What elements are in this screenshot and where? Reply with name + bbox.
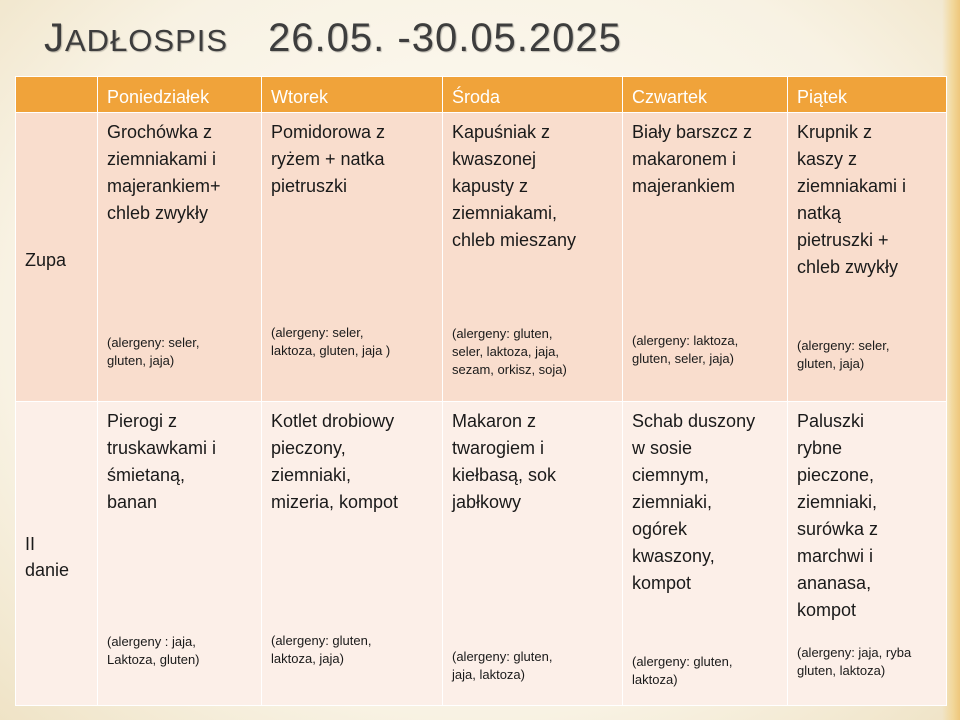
dish-text: Schab duszony w sosie ciemnym, ziemniaki, ogórek kwaszony, kompot — [632, 411, 756, 594]
row-label-text: II danie — [25, 533, 70, 580]
row-label-main-course — [16, 402, 98, 706]
dish-text: Pierogi z truskawkami i śmietaną, banan — [107, 411, 217, 513]
allergens-text: (alergeny: gluten, jaja, laktoza) — [452, 649, 553, 683]
dish-text: Kotlet drobiowy pieczony, ziemniaki, mizeria, kompot — [271, 411, 399, 513]
title-date-range: 26.05. -30.05.2025 — [268, 16, 622, 60]
allergens-text: (alergeny: gluten, seler, laktoza, jaja, sezam, orkisz, soja) — [452, 326, 567, 377]
table-row-soup — [16, 113, 947, 402]
page-title — [44, 10, 622, 66]
dish-text: Paluszki rybne pieczone, ziemniaki, surówka z marchwi i ananasa, kompot — [797, 411, 879, 621]
dish-text: Biały barszcz z makaronem i majerankiem — [632, 122, 753, 196]
dish-text: Grochówka z ziemniakami i majerankiem+ chleb zwykły — [107, 122, 221, 223]
row-label-soup — [16, 113, 98, 402]
table-row-main-course — [16, 402, 947, 706]
dish-text: Kapuśniak z kwaszonej kapusty z ziemniakami, chleb mieszany — [452, 122, 577, 250]
cell-main-thursday — [623, 402, 788, 706]
header-day-monday: Poniedziałek — [98, 77, 262, 113]
allergens-text: (alergeny: seler, gluten, jaja) — [107, 335, 200, 368]
cell-soup-thursday — [623, 113, 788, 402]
cell-main-wednesday — [443, 402, 623, 706]
header-day-friday: Piątek — [788, 77, 947, 113]
allergens-text: (alergeny: laktoza, gluten, seler, jaja) — [632, 333, 739, 366]
header-row — [16, 77, 947, 113]
cell-soup-friday — [788, 113, 947, 402]
cell-main-tuesday — [262, 402, 443, 706]
menu-table — [15, 76, 947, 706]
dish-text: Krupnik z kaszy z ziemniakami i natką pietruszki + chleb zwykły — [797, 122, 907, 277]
cell-main-monday — [98, 402, 262, 706]
cell-main-friday — [788, 402, 947, 706]
cell-soup-wednesday — [443, 113, 623, 402]
title-rest: ADŁOSPIS — [65, 23, 229, 58]
dish-text: Pomidorowa z ryżem + natka pietruszki — [271, 122, 386, 196]
allergens-text: (alergeny: gluten, laktoza) — [632, 654, 733, 688]
header-day-thursday: Czwartek — [623, 77, 788, 113]
dish-text: Makaron z twarogiem i kiełbasą, sok jabłkowy — [452, 411, 557, 513]
header-corner — [16, 77, 98, 113]
row-label-text: Zupa — [25, 250, 67, 271]
allergens-text: (alergeny: seler, laktoza, gluten, jaja ) — [271, 325, 391, 358]
header-day-tuesday: Wtorek — [262, 77, 443, 113]
cell-soup-monday — [98, 113, 262, 402]
allergens-text: (alergeny: jaja, ryba gluten, laktoza) — [797, 645, 912, 679]
title-initial: J — [44, 16, 65, 60]
cell-soup-tuesday — [262, 113, 443, 402]
allergens-text: (alergeny: gluten, laktoza, jaja) — [271, 633, 372, 667]
allergens-text: (alergeny : jaja, Laktoza, gluten) — [107, 634, 200, 668]
allergens-text: (alergeny: seler, gluten, jaja) — [797, 338, 890, 371]
header-day-wednesday: Środa — [443, 77, 623, 113]
